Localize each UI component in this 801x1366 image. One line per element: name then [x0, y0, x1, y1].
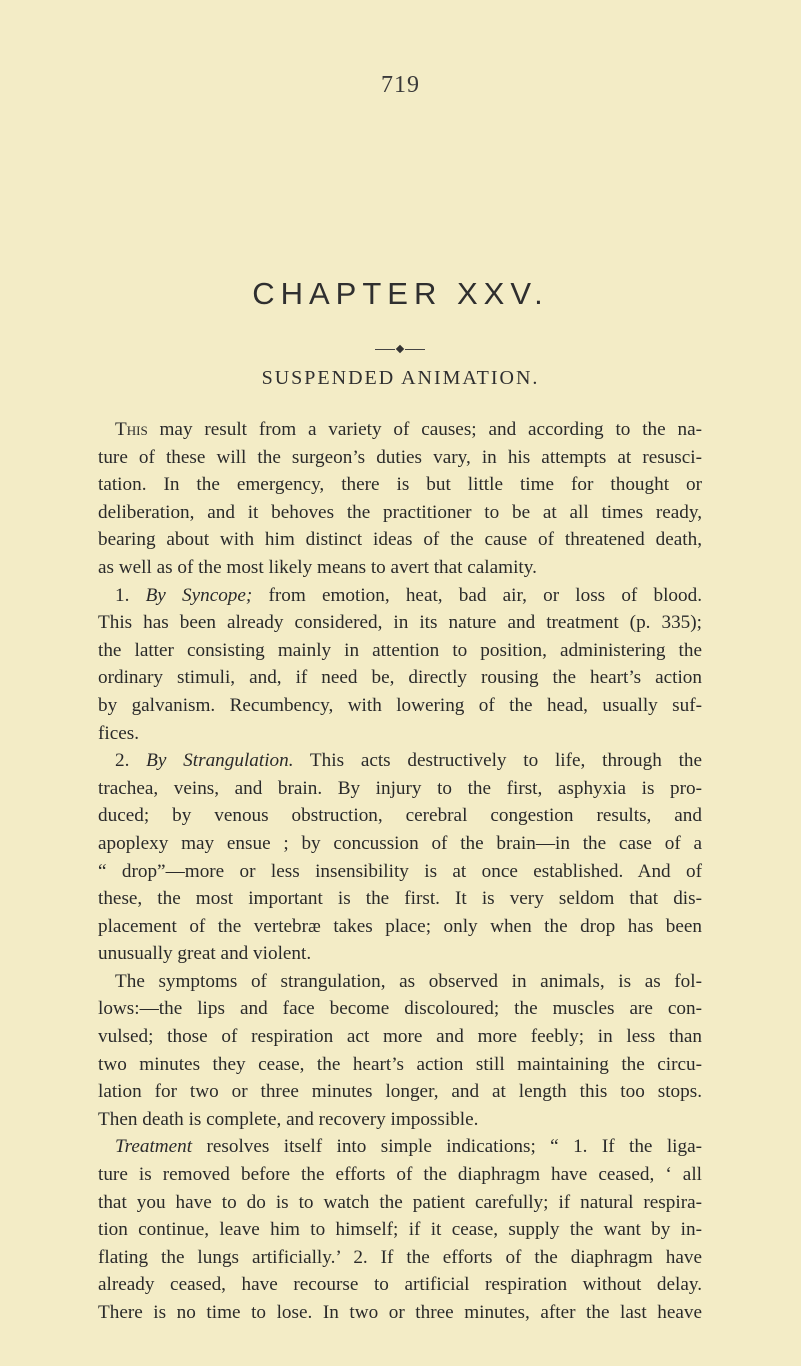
text-line: placement of the vertebræ takes place; only when the drop has been	[98, 915, 702, 937]
text-line: tion continue, leave him to himself; if it cease, supply the want by in-	[98, 1219, 702, 1241]
text-line: vulsed; those of respiration act more and more feebly; in less than	[98, 1026, 702, 1048]
text-line: two minutes they cease, the heart’s action still maintaining the circu-	[98, 1053, 702, 1075]
text-line: deliberation, and it behoves the practitioner to be at all times ready,	[98, 501, 702, 523]
text-line: flating the lungs artificially.’ 2. If the efforts of the diaphragm have	[98, 1246, 702, 1268]
text-line: already ceased, have recourse to artificial respiration without delay.	[98, 1274, 702, 1296]
text-line: fices.	[98, 722, 140, 744]
text-line: There is no time to lose. In two or three minutes, after the last heave	[98, 1302, 702, 1323]
chapter-title: CHAPTER XXV.	[252, 276, 549, 311]
text-line: This may result from a variety of causes; and according to the na-	[115, 419, 702, 440]
text-line: ture of these will the surgeon’s duties vary, in his attempts at resusci-	[98, 446, 702, 468]
text-line: lation for two or three minutes longer, and at length this too stops.	[98, 1081, 702, 1103]
text-line: tation. In the emergency, there is but little time for thought or	[98, 474, 702, 496]
text-line: unusually great and violent.	[98, 943, 312, 965]
text-line: trachea, veins, and brain. By injury to the first, asphyxia is pro-	[98, 777, 702, 799]
section-title: SUSPENDED ANIMATION.	[261, 367, 540, 389]
text-line: Treatment resolves itself into simple indications; “ 1. If the liga-	[115, 1136, 702, 1158]
text-line: these, the most important is the first. It is very seldom that dis-	[98, 888, 702, 910]
text-line: that you have to do is to watch the patient carefully; if natural respira-	[98, 1191, 702, 1213]
text-line: 1. By Syncope; from emotion, heat, bad air, or loss of blood.	[115, 584, 702, 606]
page-number: 719	[381, 72, 420, 98]
text-line: as well as of the most likely means to avert that calamity.	[98, 556, 537, 578]
text-line: This has been already considered, in its nature and treatment (p. 335);	[98, 612, 702, 634]
text-line: ordinary stimuli, and, if need be, directly rousing the heart’s action	[98, 667, 702, 689]
text-line: by galvanism. Recumbency, with lowering of the head, usually suf-	[98, 694, 702, 716]
text-line: “ drop”—more or less insensibility is at once established. And of	[98, 860, 702, 882]
text-line: Then death is complete, and recovery impossible.	[98, 1108, 479, 1130]
text-line: bearing about with him distinct ideas of the cause of threatened death,	[98, 529, 702, 551]
text-line: duced; by venous obstruction, cerebral congestion results, and	[98, 805, 702, 827]
body-text	[98, 416, 702, 1327]
text-line: the latter consisting mainly in attention to position, administering the	[98, 639, 702, 661]
ornament-divider	[375, 346, 425, 354]
text-line: apoplexy may ensue ; by concussion of the brain—in the case of a	[98, 832, 702, 854]
text-line: 2. By Strangulation. This acts destructively to life, through the	[115, 750, 703, 772]
text-line: ture is removed before the efforts of the diaphragm have ceased, ‘ all	[98, 1164, 702, 1186]
text-line: lows:—the lips and face become discoloured; the muscles are con-	[98, 998, 702, 1020]
text-line: The symptoms of strangulation, as observed in animals, is as fol-	[115, 970, 702, 992]
